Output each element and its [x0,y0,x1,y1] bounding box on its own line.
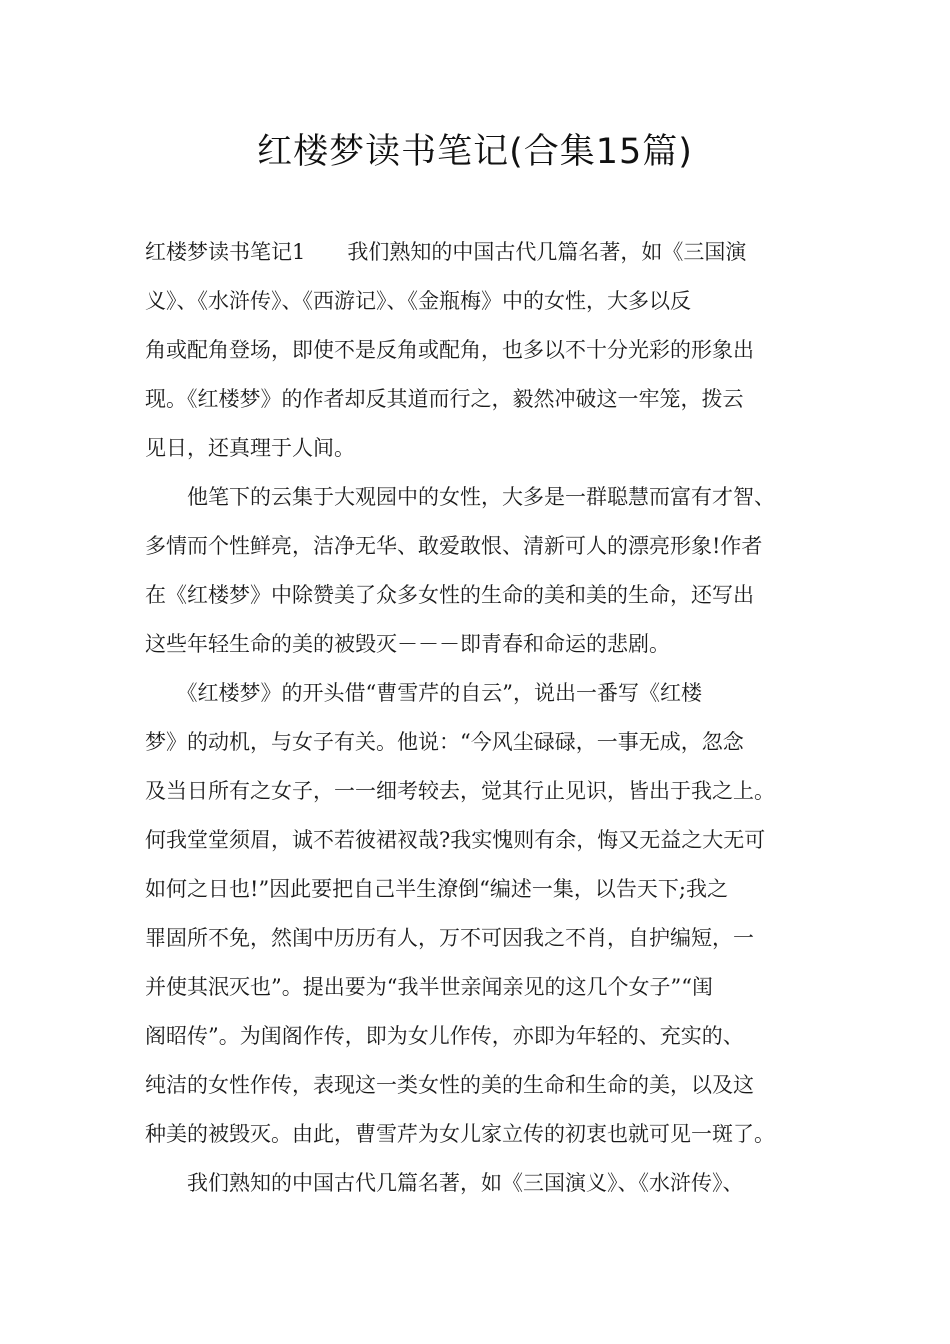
text-line: 这些年轻生命的美的被毁灭－－－即青春和命运的悲剧。 [145,632,670,656]
document-body [145,228,825,1208]
text-line: 梦》的动机，与女子有关。他说：“今风尘碌碌，一事无成，忽念 [145,730,744,754]
text-line: 并使其泯灭也”。提出要为“我半世亲闻亲见的这几个女子”“闺 [145,975,713,999]
text-line: 《红楼梦》的开头借“曹雪芹的自云”，说出一番写《红楼 [145,681,702,705]
text-line: 义》、《水浒传》、《西游记》、《金瓶梅》中的女性，大多以反 [145,289,691,313]
document-title: 红楼梦读书笔记(合集15篇) [257,132,693,172]
text-line: 罪固所不免，然闺中历历有人，万不可因我之不肖，自护编短，一 [145,926,754,950]
text-line: 纯洁的女性作传，表现这一类女性的美的生命和生命的美，以及这 [145,1073,754,1097]
text-line: 现。《红楼梦》的作者却反其道而行之，毅然冲破这一牢笼，拨云 [145,387,744,411]
text-line: 红楼梦读书笔记1 我们熟知的中国古代几篇名著，如《三国演 [145,240,747,264]
text-line: 如何之日也!”因此要把自己半生潦倒“编述一集，以告天下;我之 [145,877,728,901]
text-line: 何我堂堂须眉，诚不若彼裙衩哉?我实愧则有余，悔又无益之大无可 [145,828,766,852]
text-line: 他笔下的云集于大观园中的女性，大多是一群聪慧而富有才智、 [145,485,775,509]
text-line: 我们熟知的中国古代几篇名著，如《三国演义》、《水浒传》、 [145,1171,744,1195]
text-line: 多情而个性鲜亮，洁净无华、敢爱敢恨、清新可人的漂亮形象!作者 [145,534,763,558]
text-line: 见日，还真理于人间。 [145,436,355,460]
text-line: 角或配角登场，即使不是反角或配角，也多以不十分光彩的形象出 [145,338,754,362]
text-line: 种美的被毁灭。由此，曹雪芹为女儿家立传的初衷也就可见一斑了。 [145,1122,775,1146]
text-line: 阁昭传”。为闺阁作传，即为女儿作传，亦即为年轻的、充实的、 [145,1024,744,1048]
text-line: 在《红楼梦》中除赞美了众多女性的生命的美和美的生命，还写出 [145,583,754,607]
text-line: 及当日所有之女子，一一细考较去，觉其行止见识，皆出于我之上。 [145,779,775,803]
